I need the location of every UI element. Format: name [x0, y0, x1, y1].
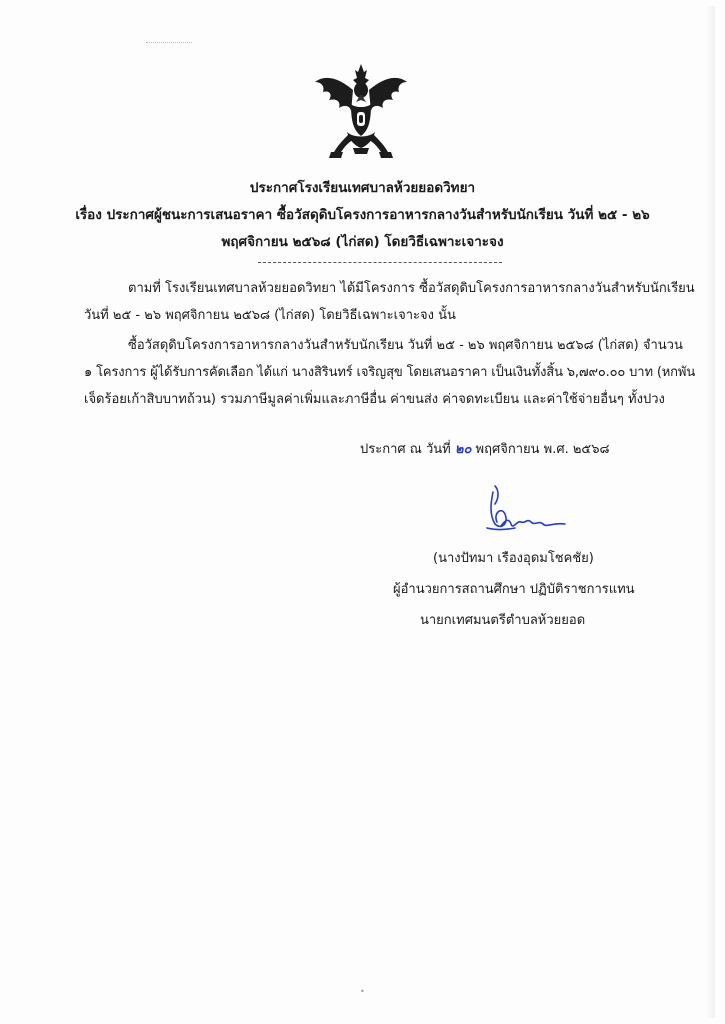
announcement-date: [360, 438, 610, 459]
paragraph-1-line-2: วันที่ ๒๕ - ๒๖ พฤศจิกายน ๒๕๖๘ (ไก่สด) โดยวิธีเฉพาะเจาะจง นั้น: [84, 308, 456, 323]
signatory-position-2: นายกเทศมนตรีตำบลห้วยยอด: [420, 613, 586, 628]
announcement-day: ๒๐: [454, 442, 472, 457]
subject-line-1: เรื่อง ประกาศผู้ชนะการเสนอราคา ซื้อวัสดุดิบโครงการอาหารกลางวันสำหรับนักเรียน วันที่ ๒๕ - ๒๖: [75, 207, 650, 223]
signatory-position-1: ผู้อำนวยการสถานศึกษา ปฏิบัติราชการแทน: [393, 582, 635, 597]
subject-line-2: พฤศจิกายน ๒๕๖๘ (ไก่สด) โดยวิธีเฉพาะเจาะจง: [221, 234, 504, 250]
garuda-emblem-icon: [309, 60, 413, 164]
announcement-suffix: พฤศจิกายน พ.ศ. ๒๕๖๘: [475, 442, 610, 457]
divider: [258, 262, 502, 263]
scan-edge-shadow: [705, 6, 715, 1018]
signatory-name: (นางปัทมา เรืองอุดมโชคชัย): [433, 551, 594, 566]
paragraph-2-line-3: เจ็ดร้อยเก้าสิบบาทถ้วน) รวมภาษีมูลค่าเพิ่มและภาษีอื่น ค่าขนส่ง ค่าจดทะเบียน และค่าใช้จ่ายอื่นๆ ทั้งปวง: [84, 392, 665, 407]
scan-speck: •: [360, 987, 365, 996]
paragraph-1-line-1: ตามที่ โรงเรียนเทศบาลห้วยยอดวิทยา ได้มีโครงการ ซื้อวัสดุดิบโครงการอาหารกลางวันสำหรับนักเรียน: [128, 281, 695, 296]
scan-artifact: [146, 42, 192, 43]
paragraph-2-line-2: ๑ โครงการ ผู้ได้รับการคัดเลือก ได้แก่ นางสิรินทร์ เจริญสุข โดยเสนอราคา เป็นเงินทั้งสิ้น ๖,๗๙๐.๐๐ บาท (หกพัน: [84, 365, 696, 380]
document-heading: ประกาศโรงเรียนเทศบาลห้วยยอดวิทยา: [249, 180, 476, 196]
announcement-prefix: ประกาศ ณ วันที่: [360, 442, 451, 457]
paragraph-2-line-1: ซื้อวัสดุดิบโครงการอาหารกลางวันสำหรับนักเรียน วันที่ ๒๕ - ๒๖ พฤศจิกายน ๒๕๖๘ (ไก่สด) จำนวน: [128, 338, 683, 353]
handwritten-signature: [475, 484, 575, 544]
